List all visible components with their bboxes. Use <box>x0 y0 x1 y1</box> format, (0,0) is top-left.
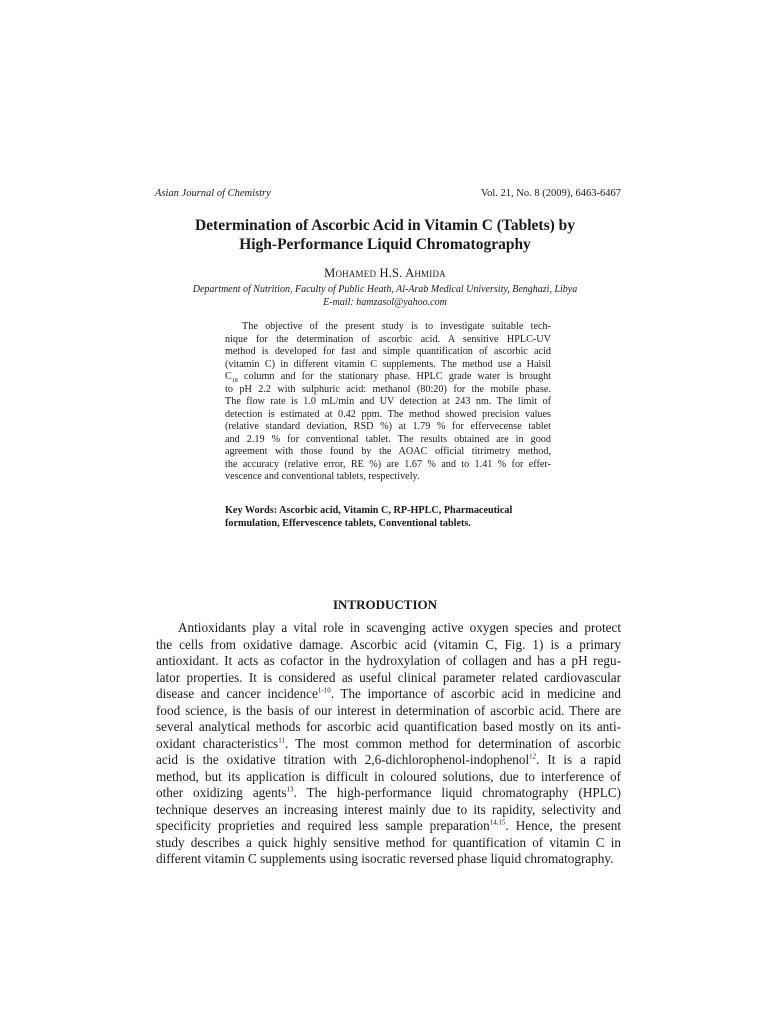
abstract-line: and 2.19 % for conventional tablet. The results obtained are in good <box>225 433 551 445</box>
title-line-2: High-Performance Liquid Chromatography <box>239 236 531 253</box>
abstract-line: The flow rate is 1.0 mL/min and UV detection at 243 nm. The limit of <box>225 396 551 407</box>
text-run: other oxidizing agents <box>156 785 287 800</box>
paragraph-line <box>156 686 621 703</box>
paragraph-line <box>156 752 621 769</box>
citation-ref: 12 <box>529 752 537 761</box>
abstract <box>225 321 551 484</box>
abstract-line <box>225 371 551 384</box>
paragraph-line <box>156 785 621 802</box>
title-line-1: Determination of Ascorbic Acid in Vitamin C (Tablets) by <box>194 217 576 234</box>
abstract-line: (relative standard deviation, RSD %) at 1.79 % for effervecense tablet <box>225 421 551 432</box>
abstract-line: nique for the determination of ascorbic acid. A sensitive HPLC-UV <box>225 333 551 345</box>
paragraph-line: the cells from oxidative damage. Ascorbic acid (vitamin C, Fig. 1) is a primary <box>156 636 621 652</box>
section-heading: INTRODUCTION <box>332 597 437 612</box>
citation-ref: 1-10 <box>317 686 331 695</box>
citation-ref: 13 <box>286 785 294 794</box>
journal-name: Asian Journal of Chemistry <box>155 188 271 199</box>
text-run: . The importance of ascorbic acid in medicine and <box>330 686 621 701</box>
keywords-line-1: Key Words: Ascorbic acid, Vitamin C, RP-HPLC, Pharmaceutical <box>225 505 513 516</box>
citation-ref: 14,15 <box>489 818 506 827</box>
text-run: oxidant characteristics <box>156 735 279 751</box>
text-run: specificity proprieties and required less sample preparation <box>156 818 490 833</box>
article-title <box>150 216 620 254</box>
abstract-line: vescence and conventional tablets, respectively. <box>225 471 420 482</box>
author-name: Mohamed H.S. Ahmida <box>324 266 446 280</box>
key-words <box>225 505 551 530</box>
citation-ref: 11 <box>278 736 285 745</box>
c18-text: C <box>225 371 232 382</box>
abstract-line: agreement with those found by the AOAC official titrimetry method, <box>225 446 551 457</box>
text-run: . The most common method for determination of ascorbic <box>284 735 621 751</box>
paragraph-line: lator properties. It is considered as useful clinical parameter related cardiovascular <box>156 669 621 685</box>
abstract-line: detection is estimated at 0.42 ppm. The method showed precision values <box>225 408 551 420</box>
paragraph-line: food science, is the basis of our interest in determination of ascorbic acid. There are <box>156 702 621 718</box>
abstract-line-text: column and for the stationary phase. HPLC grade water is brought <box>237 371 551 382</box>
text-run: . Hence, the present <box>505 818 621 833</box>
text-run: acid is the oxidative titration with 2,6-dichlorophenol-indophenol <box>156 752 530 767</box>
paragraph-line: different vitamin C supplements using isocratic reversed phase liquid chromatography. <box>156 851 614 866</box>
keywords-line-2: formulation, Effervescence tablets, Conventional tablets. <box>225 517 471 529</box>
paragraph-line: antioxidant. It acts as cofactor in the hydroxylation of collagen and has a pH regu- <box>156 653 621 668</box>
abstract-line: (vitamin C) in different vitamin C supplements. The method use a Haisil <box>225 358 551 370</box>
text-run: . The high-performance liquid chromatography (HPLC) <box>293 785 621 800</box>
paragraph-line: Antioxidants play a vital role in scavenging active oxygen species and protect <box>178 620 621 635</box>
running-header <box>155 188 621 199</box>
paragraph-line: study describes a quick highly sensitive method for quantification of vitamin C in <box>156 834 621 850</box>
paragraph-line: technique deserves an increasing interest mainly due to its rapidity, selectivity and <box>156 801 621 817</box>
abstract-line: to pH 2.2 with sulphuric acid: methanol (80:20) for the mobile phase. <box>225 383 551 395</box>
c18-subscript: 18 <box>231 378 238 385</box>
department: Department of Nutrition, Faculty of Public Heath, Al-Arab Medical University, Benghazi, Libya <box>192 284 578 295</box>
paragraph-line: several analytical methods for ascorbic acid quantification based mostly on its anti- <box>156 719 621 734</box>
abstract-line: the accuracy (relative error, RE %) are 1.67 % and to 1.41 % for effer- <box>225 458 551 470</box>
citation: Vol. 21, No. 8 (2009), 6463-6467 <box>480 188 621 199</box>
introduction-body <box>156 620 621 868</box>
text-run: . It is a rapid <box>536 752 621 767</box>
affiliation <box>140 284 630 309</box>
abstract-line: method is developed for fast and simple quantification of ascorbic acid <box>225 346 551 357</box>
paragraph-line: method, but its application is difficult in coloured solutions, due to interference of <box>156 768 621 784</box>
paragraph-line <box>156 818 621 835</box>
text-run: disease and cancer incidence <box>156 686 318 701</box>
abstract-line: The objective of the present study is to investigate suitable tech- <box>242 321 551 332</box>
paragraph-line <box>156 736 621 753</box>
email: E-mail: hamzasol@yahoo.com <box>323 296 447 308</box>
